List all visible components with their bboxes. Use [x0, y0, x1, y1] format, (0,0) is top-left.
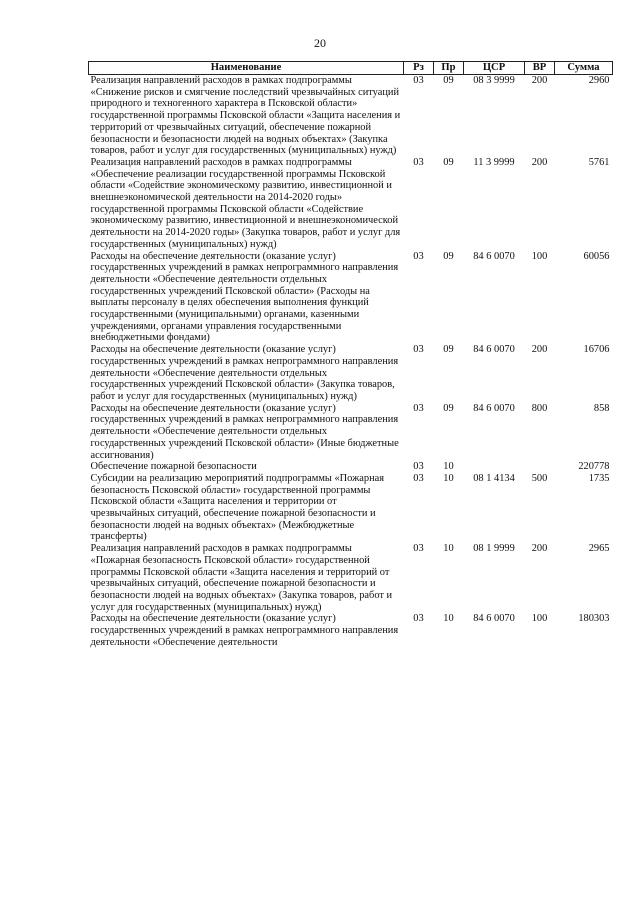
row-csr: 08 3 9999 [473, 75, 515, 86]
row-csr: 84 6 0070 [473, 402, 515, 414]
row-pr: 09 [443, 344, 454, 356]
row-sum: 2960 [588, 75, 610, 86]
row-pr: 09 [443, 402, 454, 414]
table-row [89, 403, 613, 462]
row-pr: 09 [443, 250, 454, 262]
page-number: 20 [314, 36, 326, 50]
row-name: Субсидии на реализацию мероприятий подпрограммы «Пожарная безопасность Псковской области» государственной программы Псковской области «Защита населения и территории от чрезвычайных ситуаций, обеспечение пожарной безопасности и безопасности людей на водных объектах» (Межбюджетные трансферты) [90, 472, 385, 543]
row-sum: 2965 [588, 543, 610, 555]
row-rz: 03 [413, 344, 424, 356]
table-row [89, 543, 613, 613]
row-rz: 03 [413, 472, 424, 484]
row-pr: 09 [443, 156, 454, 168]
row-vr: 500 [531, 472, 548, 484]
row-csr: 84 6 0070 [473, 344, 515, 356]
table-row [89, 461, 613, 473]
row-csr: 11 3 9999 [473, 156, 515, 168]
row-pr: 10 [443, 613, 454, 625]
table-row [89, 251, 613, 345]
row-csr: 84 6 0070 [473, 250, 515, 262]
header-name: Наименование [89, 62, 404, 75]
table-header-row [89, 62, 613, 75]
table-row [89, 75, 613, 157]
row-name: Реализация направлений расходов в рамках подпрограммы «Пожарная безопасность Псковской области» государственной программы Псковской области «Защита населения и территорий от чрезвычайных ситуаций, обеспечение пожарной безопасности и безопасности людей на водных объектах» (Закупка товаров, работ и услуг для государственных (муниципальных) нужд) [90, 543, 393, 613]
row-name: Реализация направлений расходов в рамках подпрограммы «Обеспечение реализации государственной программы Псковской области «Содействие экономическому развитию, инвестиционной и внешнеэкономической деятельности на 2014-2020 годы» государственной программы Псковской области «Содействие экономическому развитию, инвестиционной и внешнеэкономической деятельности на 2014-2020 годы» (Закупка товаров, работ и услуг для государственных (муниципальных) нужд) [90, 156, 401, 250]
row-sum: 16706 [583, 344, 610, 356]
row-rz: 03 [413, 461, 424, 473]
row-csr: 08 1 4134 [473, 472, 515, 484]
row-name: Расходы на обеспечение деятельности (оказание услуг) государственных учреждений в рамках непрограммного направления деятельности «Обеспечение деятельности отдельных государственных учреждений Псковской области» (Закупка товаров, работ и услуг для государственных (муниципальных) нужд) [90, 344, 399, 402]
table-row [89, 157, 613, 251]
row-rz: 03 [413, 75, 424, 86]
header-pr: Пр [434, 62, 464, 75]
row-sum: 220778 [578, 461, 610, 473]
row-pr: 10 [443, 472, 454, 484]
row-name: Обеспечение пожарной безопасности [90, 461, 257, 473]
row-vr: 100 [531, 613, 548, 625]
row-name: Реализация направлений расходов в рамках подпрограммы «Снижение рисков и смягчение последствий чрезвычайных ситуаций природного и техногенного характера в Псковской области» государственной программы Псковской области «Защита населения и территорий от чрезвычайных ситуаций, обеспечение пожарной безопасности и безопасности людей на водных объектах» (Закупка товаров, работ и услуг для государственных (муниципальных) нужд) [90, 75, 401, 157]
row-pr: 09 [443, 75, 454, 86]
row-csr: 84 6 0070 [473, 613, 515, 625]
row-sum: 180303 [578, 613, 610, 625]
row-vr: 200 [531, 156, 548, 168]
header-sum: Сумма [555, 62, 613, 75]
table-row [89, 344, 613, 403]
row-vr: 800 [531, 402, 548, 414]
row-sum: 1735 [588, 472, 610, 484]
row-vr: 200 [531, 543, 548, 555]
row-rz: 03 [413, 543, 424, 555]
row-vr [525, 461, 555, 473]
row-rz: 03 [413, 156, 424, 168]
row-pr: 10 [443, 461, 454, 473]
row-vr: 200 [531, 75, 548, 86]
budget-table [88, 61, 613, 648]
row-sum: 858 [593, 402, 610, 414]
row-rz: 03 [413, 250, 424, 262]
row-csr [464, 461, 525, 473]
row-rz: 03 [413, 402, 424, 414]
row-name: Расходы на обеспечение деятельности (оказание услуг) государственных учреждений в рамках непрограммного направления деятельности «Обеспечение деятельности [90, 613, 399, 648]
row-vr: 200 [531, 344, 548, 356]
row-name: Расходы на обеспечение деятельности (оказание услуг) государственных учреждений в рамках непрограммного направления деятельности «Обеспечение деятельности отдельных государственных учреждений Псковской области» (Расходы на выплаты персоналу в целях обеспечения выполнения функций государственными (муниципальными) органами, казенными учреждениями, органами управления государственными внебюджетными фондами) [90, 250, 399, 344]
row-vr: 100 [531, 250, 548, 262]
row-rz: 03 [413, 613, 424, 625]
header-vr: ВР [525, 62, 555, 75]
row-csr: 08 1 9999 [473, 543, 515, 555]
header-csr: ЦСР [464, 62, 525, 75]
row-pr: 10 [443, 543, 454, 555]
row-sum: 60056 [583, 250, 610, 262]
row-name: Расходы на обеспечение деятельности (оказание услуг) государственных учреждений в рамках непрограммного направления деятельности «Обеспечение деятельности отдельных государственных учреждений Псковской области» (Иные бюджетные ассигнования) [90, 402, 399, 461]
table-row [89, 473, 613, 543]
header-rz: Рз [404, 62, 434, 75]
row-sum: 5761 [588, 156, 610, 168]
table-row [89, 613, 613, 648]
